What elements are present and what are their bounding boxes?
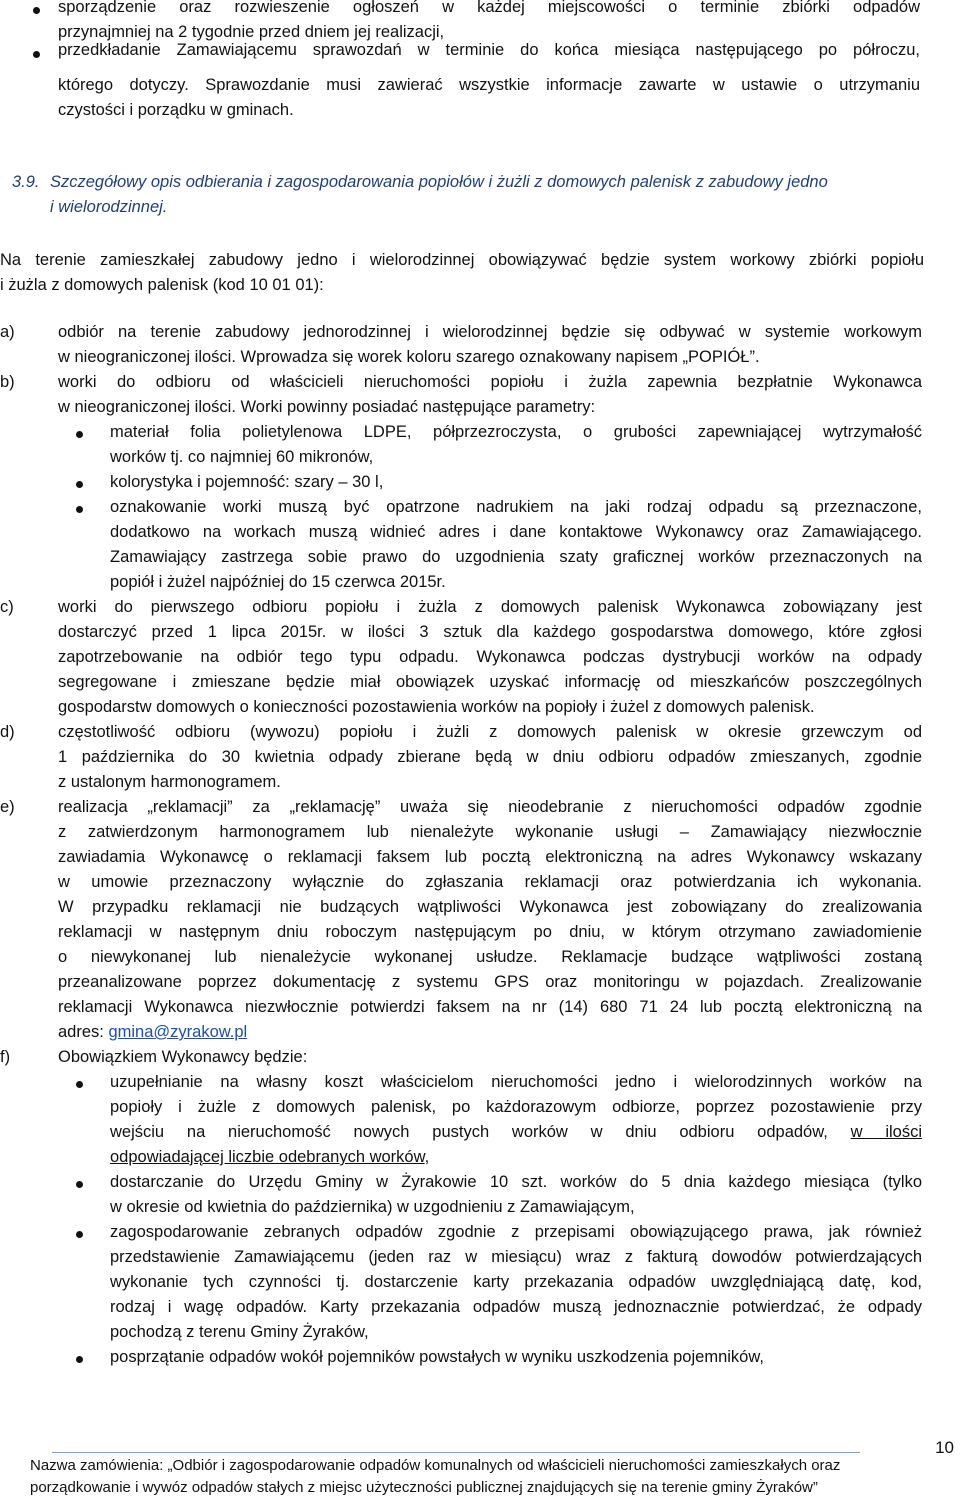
list-item: dostarczanie do Urzędu Gminy w Żyrakowie 10 szt. worków do 5 dnia każdego miesiąca (tylko (110, 1173, 922, 1191)
footer-divider (52, 1452, 860, 1453)
page-number: 10 (935, 1438, 954, 1457)
list-item: zagospodarowanie zebranych odpadów zgodnie z przepisami obowiązującego prawa, jak również (110, 1223, 922, 1241)
list-item: odbiór na terenie zabudowy jednorodzinnej i wielorodzinnej będzie się odbywać w systemie workowym (58, 323, 922, 341)
list-item: czystości i porządku w gminach. (58, 101, 294, 119)
list-item: wykonanie tych czynności tj. dostarczenie karty przekazania odpadów uwzględniającą datę, kod, (110, 1273, 922, 1291)
list-item: rodzaj i wagę odpadów. Karty przekazania odpadów muszą jednoznacznie potwierdzać, że odpady (110, 1298, 922, 1316)
bullet-icon (76, 1081, 83, 1088)
bullet-icon (76, 481, 83, 488)
footer-text: porządkowanie i wywóz odpadów stałych z miejsc użyteczności publicznej znajdujących się na terenie gminy Żyraków” (30, 1479, 818, 1496)
list-item: worki do pierwszego odbioru popiołu i żużla z domowych palenisk Wykonawca zobowiązany jest (58, 598, 922, 616)
list-item: przedstawienie Zamawiającemu (jeden raz w miesiącu) wraz z fakturą dowodów potwierdzających (110, 1248, 922, 1266)
list-item: którego dotyczy. Sprawozdanie musi zawierać wszystkie informacje zawarte w ustawie o utrzymaniu (58, 76, 920, 94)
list-item: popiół i żużel najpóźniej do 15 czerwca 2015r. (110, 573, 446, 591)
list-item: segregowane i zmieszane będzie miał obowiązek uzyskać informację od mieszkańców poszczególnych (58, 673, 922, 691)
list-item: w nieograniczonej ilości. Wprowadza się worek koloru szarego oznakowany napisem „POPIÓŁ”. (58, 348, 760, 366)
list-item: w nieograniczonej ilości. Worki powinny posiadać następujące parametry: (58, 398, 596, 416)
list-item: kolorystyka i pojemność: szary – 30 l, (110, 473, 384, 491)
paragraph: i żużla z domowych palenisk (kod 10 01 01): (0, 276, 324, 294)
section-title: Szczegółowy opis odbierania i zagospodarowania popiołów i żużli z domowych palenisk z zabudowy jedno (50, 173, 828, 191)
list-item: w okresie od kwietnia do października) w uzgodnieniu z Zamawiającym, (110, 1198, 635, 1216)
bullet-icon (33, 51, 40, 58)
list-item: dostarczyć przed 1 lipca 2015r. w ilości 3 sztuk dla każdego gospodarstwa domowego, które zgłosi (58, 623, 922, 641)
list-item: Zamawiający zastrzega sobie prawo do uzgodnienia szaty graficznej worków przeznaczonych na (110, 548, 922, 566)
item-label: d) (0, 723, 15, 741)
paragraph: Na terenie zamieszkałej zabudowy jedno i wielorodzinnej obowiązywać będzie system workowy zbiórki popiołu (0, 251, 924, 269)
section-number: 3.9. (12, 173, 40, 191)
email-link[interactable]: gmina@zyrakow.pl (108, 1023, 248, 1041)
section-title-cont: i wielorodzinnej. (50, 198, 168, 216)
bullet-icon (76, 1181, 83, 1188)
list-item: dodatkowo na workach muszą widnieć adres i dane kontaktowe Wykonawcy oraz Zamawiającego. (110, 523, 922, 541)
list-item: pochodzą z terenu Gminy Żyraków, (110, 1323, 369, 1341)
list-item: reklamacji Wykonawca niezwłocznie potwierdzi faksem na nr (14) 680 71 24 lub pocztą elektroniczną na (58, 998, 922, 1016)
underlined-text: odpowiadającej liczbie odebranych worków (110, 1148, 425, 1166)
list-item: popioły i żużle z domowych palenisk, po każdorazowym odbiorze, poprzez pozostawienie przy (110, 1098, 922, 1116)
list-item: 1 października do 30 kwietnia odpady zbierane będą w dniu odbioru odpadów zmieszanych, zgodnie (58, 748, 922, 766)
bullet-icon (76, 506, 83, 513)
list-item (110, 1120, 922, 1145)
list-item: z ustalonym harmonogramem. (58, 773, 281, 791)
list-item: posprzątanie odpadów wokół pojemników powstałych w wyniku uszkodzenia pojemników, (110, 1348, 764, 1366)
text-run: , (424, 1148, 430, 1166)
list-item: worków tj. co najmniej 60 mikronów, (110, 448, 374, 466)
list-item: przedkładanie Zamawiającemu sprawozdań w terminie do końca miesiąca następującego po półroczu, (58, 41, 920, 59)
list-item: częstotliwość odbioru (wywozu) popiołu i żużli z domowych palenisk w okresie grzewczym od (58, 723, 922, 741)
list-item: zawiadamia Wykonawcę o reklamacji faksem lub pocztą elektroniczną na adres Wykonawcy wskazany (58, 848, 922, 866)
bullet-icon (33, 7, 40, 14)
list-item: sporządzenie oraz rozwieszenie ogłoszeń w każdej miejscowości o terminie zbiórki odpadów (58, 0, 920, 16)
list-item: reklamacji w następnym dniu roboczym następującym po dniu, w którym otrzymano zawiadomienie (58, 923, 922, 941)
list-item: W przypadku reklamacji nie budzących wątpliwości Wykonawca jest zobowiązany do zrealizowania (58, 898, 922, 916)
item-label: c) (0, 598, 14, 616)
bullet-icon (76, 431, 83, 438)
text-run: wejściu na nieruchomość nowych pustych worków w dniu odbioru odpadów, (110, 1123, 851, 1141)
list-item: uzupełnianie na własny koszt właścicielom nieruchomości jedno i wielorodzinnych worków na (110, 1073, 922, 1091)
list-item (110, 1145, 429, 1170)
bullet-icon (76, 1231, 83, 1238)
list-item: worki do odbioru od właścicieli nieruchomości popiołu i żużla zapewnia bezpłatnie Wykonawca (58, 373, 922, 391)
list-item: z zatwierdzonym harmonogramem lub nienależyte wykonanie usługi – Zamawiający niezwłocznie (58, 823, 922, 841)
bullet-icon (76, 1356, 83, 1363)
list-item: oznakowanie worki muszą być opatrzone nadrukiem na jaki rodzaj odpadu są przeznaczone, (110, 498, 922, 516)
item-label: f) (0, 1048, 11, 1066)
address-prefix: adres: (58, 1023, 109, 1041)
list-item: w umowie przeznaczony wyłącznie do zgłaszania reklamacji oraz potwierdzania ich wykonania. (58, 873, 922, 891)
list-item: Obowiązkiem Wykonawcy będzie: (58, 1048, 308, 1066)
list-item: materiał folia polietylenowa LDPE, półprzezroczysta, o grubości zapewniającej wytrzymałość (110, 423, 922, 441)
item-label: e) (0, 798, 15, 816)
list-item: realizacja „reklamacji” za „reklamację” uważa się nieodebranie z nieruchomości odpadów zgodnie (58, 798, 922, 816)
list-item: gospodarstw domowych o konieczności pozostawienia worków na popioły i żużel z domowych palenisk. (58, 698, 815, 716)
list-item: zapotrzebowanie na odbiór tego typu odpadu. Wykonawca podczas dystrybucji worków na odpady (58, 648, 922, 666)
list-item: o niewykonanej lub nienależycie wykonanej usłudze. Reklamacje budzące wątpliwości zostaną (58, 948, 922, 966)
item-label: a) (0, 323, 15, 341)
list-item: przeanalizowane poprzez dokumentację z systemu GPS oraz monitoringu w pojazdach. Zrealizowanie (58, 973, 922, 991)
underlined-text: w ilości (850, 1123, 922, 1141)
list-item: przynajmniej na 2 tygodnie przed dniem jej realizacji, (58, 23, 445, 41)
item-label: b) (0, 373, 15, 391)
footer-text: Nazwa zamówienia: „Odbiór i zagospodarowanie odpadów komunalnych od właścicieli nieruchomości zamieszkałych oraz (30, 1457, 841, 1474)
address-line (58, 1020, 247, 1045)
